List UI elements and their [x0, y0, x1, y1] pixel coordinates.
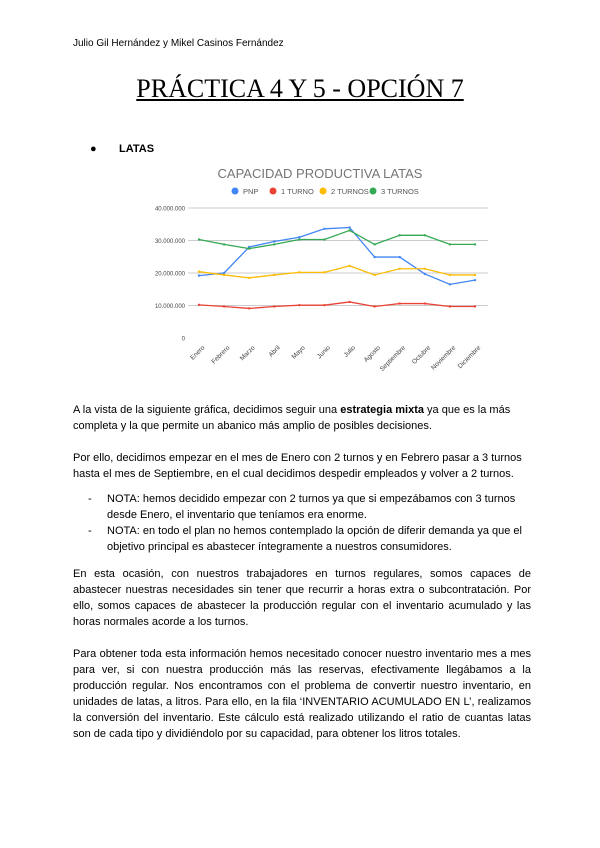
data-point — [474, 305, 476, 307]
data-point — [323, 271, 325, 273]
data-point — [273, 274, 275, 276]
bullet-icon: ● — [90, 143, 97, 155]
data-point — [198, 304, 200, 306]
data-point — [424, 302, 426, 304]
capacity-line-chart — [140, 160, 500, 375]
data-point — [399, 256, 401, 258]
x-tick-label: Febrero — [210, 344, 232, 366]
data-point — [474, 274, 476, 276]
legend-label: 2 TURNOS — [331, 187, 369, 196]
data-point — [373, 305, 375, 307]
data-point — [348, 301, 350, 303]
data-point — [298, 238, 300, 240]
chart-title: CAPACIDAD PRODUCTIVA LATAS — [217, 166, 423, 181]
paragraph-1 — [73, 402, 531, 434]
data-point — [198, 271, 200, 273]
data-point — [273, 240, 275, 242]
x-tick-label: Junio — [315, 344, 332, 361]
data-point — [348, 265, 350, 267]
data-point — [248, 277, 250, 279]
data-point — [273, 305, 275, 307]
data-point — [373, 256, 375, 258]
note-2-text: NOTA: en todo el plan no hemos contemplado la opción de diferir demanda ya que el objetivo principal es abastecer íntegramente a nuestros consumidores. — [107, 525, 522, 553]
x-tick-label: Abril — [267, 344, 282, 359]
y-tick-label: 0 — [181, 336, 185, 343]
data-point — [323, 238, 325, 240]
data-point — [373, 243, 375, 245]
data-point — [198, 238, 200, 240]
chart-legend — [232, 187, 419, 196]
data-point — [248, 307, 250, 309]
series-line-3-turnos — [199, 230, 475, 248]
x-tick-label: Diciembre — [456, 344, 483, 371]
paragraph-2: Por ello, decidimos empezar en el mes de Enero con 2 turnos y en Febrero pasar a 3 turnos hasta el mes de Septiembre, en el cual decidimos despedir empleados y volver a 2 turnos. — [73, 452, 522, 480]
dash-bullet: - — [88, 493, 92, 505]
data-point — [298, 236, 300, 238]
y-tick-label: 10.000.000 — [154, 304, 185, 310]
legend-marker — [320, 188, 327, 195]
paragraph-1-text-a: A la vista de la siguiente gráfica, decidimos seguir una — [73, 404, 341, 416]
series-line-pnp — [199, 228, 475, 285]
data-point — [348, 229, 350, 231]
page-header-authors: Julio Gil Hernández y Mikel Casinos Fernández — [73, 38, 284, 49]
data-point — [198, 274, 200, 276]
data-point — [449, 274, 451, 276]
x-tick-label: Noviembre — [430, 344, 458, 372]
legend-label: 3 TURNOS — [381, 187, 419, 196]
data-point — [449, 305, 451, 307]
x-tick-label: Agosto — [362, 344, 383, 364]
section-label: LATAS — [119, 143, 155, 155]
data-point — [323, 228, 325, 230]
note-2 — [88, 523, 538, 555]
dash-bullet: - — [88, 525, 92, 537]
x-tick-label: Mayo — [290, 344, 307, 361]
data-point — [399, 302, 401, 304]
y-tick-label: 40.000.000 — [154, 206, 185, 213]
paragraph-3: En esta ocasión, con nuestros trabajadores en turnos regulares, somos capaces de abastecer nuestras necesidades sin tener que recurrir a horas extra o subcontratación. Por ello, somos capaces de abastecer la producción regular con el inventario acumulado y las horas normales acorde a los turnos. — [73, 568, 531, 628]
data-point — [273, 243, 275, 245]
paragraph-4: Para obtener toda esta información hemos necesitado conocer nuestro inventario mes a mes para ver, si con nuestra producción más las reservas, efectivamente llegábamos a la producción regular. Nos encontramos con el problema de convertir nuestro inventario, en unidades de latas, a litros. Para ello, en la fila ‘INVENTARIO ACUMULADO EN L’, realizamos la conversión del inventario. Este cálculo está realizado utilizando el ratio de cuantas latas son de cada tipo y dividiéndolo por su capacidad, para obtener los litros totales. — [73, 648, 531, 740]
y-tick-label: 30.000.000 — [154, 239, 185, 245]
x-tick-label: Octubre — [410, 344, 433, 366]
chart-series — [198, 226, 476, 309]
x-tick-label: Marzo — [238, 344, 257, 363]
data-point — [373, 274, 375, 276]
data-point — [474, 279, 476, 281]
data-point — [424, 273, 426, 275]
y-tick-label: 20.000.000 — [154, 271, 185, 278]
paragraph-1-text-b: ya que es la más completa y la que permite un abanico más amplio de posibles decisiones. — [73, 404, 511, 432]
data-point — [424, 268, 426, 270]
legend-marker — [370, 188, 377, 195]
x-tick-label: Enero — [189, 344, 207, 362]
series-line-2-turnos — [199, 266, 475, 278]
paragraph-1-bold: estrategia mixta — [340, 404, 424, 416]
data-point — [248, 247, 250, 249]
data-point — [449, 283, 451, 285]
legend-label: 1 TURNO — [281, 187, 314, 196]
data-point — [298, 271, 300, 273]
page-title: PRÁCTICA 4 Y 5 - OPCIÓN 7 — [136, 74, 464, 103]
legend-marker — [270, 188, 277, 195]
data-point — [223, 243, 225, 245]
legend-label: PNP — [243, 187, 259, 196]
data-point — [424, 234, 426, 236]
data-point — [348, 226, 350, 228]
data-point — [449, 243, 451, 245]
data-point — [298, 304, 300, 306]
data-point — [223, 305, 225, 307]
data-point — [474, 243, 476, 245]
data-point — [399, 234, 401, 236]
note-1 — [88, 491, 538, 523]
data-point — [323, 304, 325, 306]
x-tick-label: Septiembre — [378, 344, 408, 373]
legend-marker — [232, 188, 239, 195]
data-point — [399, 268, 401, 270]
note-1-text: NOTA: hemos decidido empezar con 2 turnos ya que si empezábamos con 3 turnos desde Enero, el inventario que teníamos era enorme. — [107, 493, 516, 521]
data-point — [223, 274, 225, 276]
x-tick-label: Julio — [342, 344, 357, 359]
chart-x-labels — [189, 344, 482, 373]
